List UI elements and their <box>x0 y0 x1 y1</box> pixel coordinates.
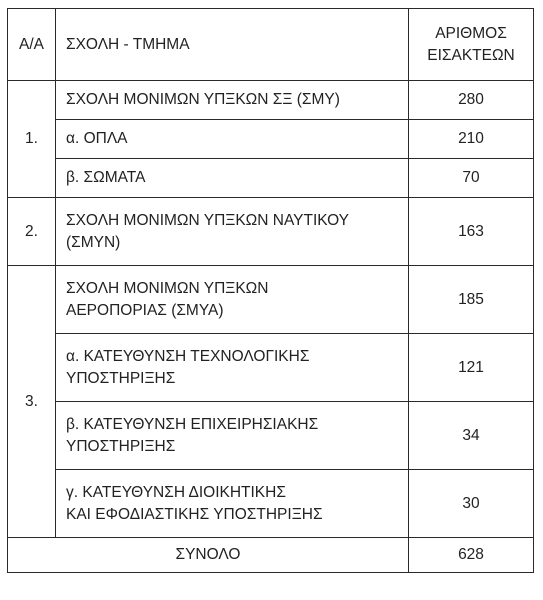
school-name-line1: β. ΚΑΤΕΥΘΥΝΣΗ ΕΠΙΧΕΙΡΗΣΙΑΚΗΣ <box>66 415 319 433</box>
table-row <box>8 402 534 470</box>
school-name-line2: (ΣΜΥΝ) <box>66 233 121 251</box>
group-number: 3. <box>8 266 56 538</box>
school-name <box>56 402 409 470</box>
table-row <box>8 266 534 334</box>
table-row <box>8 120 534 159</box>
header-num: Α/Α <box>8 9 56 81</box>
school-name: ΣΧΟΛΗ ΜΟΝΙΜΩΝ ΥΠΞΚΩΝ ΣΞ (ΣΜΥ) <box>56 81 409 120</box>
school-name-line2: ΚΑΙ ΕΦΟΔΙΑΣΤΙΚΗΣ ΥΠΟΣΤΗΡΙΞΗΣ <box>66 505 323 523</box>
table-row <box>8 81 534 120</box>
header-count-line1: ΑΡΙΘΜΟΣ <box>435 24 507 42</box>
admissions-count: 121 <box>409 334 534 402</box>
total-row <box>8 538 534 573</box>
admissions-count: 70 <box>409 159 534 198</box>
admissions-count: 34 <box>409 402 534 470</box>
school-name <box>56 334 409 402</box>
admissions-count: 30 <box>409 470 534 538</box>
group-number: 2. <box>8 198 56 266</box>
school-name-line2: ΥΠΟΣΤΗΡΙΞΗΣ <box>66 369 176 387</box>
admissions-count: 280 <box>409 81 534 120</box>
total-label: ΣΥΝΟΛΟ <box>8 538 409 573</box>
table-row <box>8 159 534 198</box>
school-name-line2: ΥΠΟΣΤΗΡΙΞΗΣ <box>66 437 176 455</box>
school-name-line1: γ. ΚΑΤΕΥΘΥΝΣΗ ΔΙΟΙΚΗΤΙΚΗΣ <box>66 483 286 501</box>
header-row <box>8 9 534 81</box>
table-row <box>8 334 534 402</box>
school-name-line1: ΣΧΟΛΗ ΜΟΝΙΜΩΝ ΥΠΞΚΩΝ <box>66 279 269 297</box>
school-name-line1: α. ΚΑΤΕΥΘΥΝΣΗ ΤΕΧΝΟΛΟΓΙΚΗΣ <box>66 347 310 365</box>
admissions-count: 185 <box>409 266 534 334</box>
school-name: β. ΣΩΜΑΤΑ <box>56 159 409 198</box>
total-count: 628 <box>409 538 534 573</box>
school-name-line2: ΑΕΡΟΠΟΡΙΑΣ (ΣΜΥΑ) <box>66 301 224 319</box>
admissions-count: 210 <box>409 120 534 159</box>
table-row <box>8 470 534 538</box>
school-name: α. ΟΠΛΑ <box>56 120 409 159</box>
school-name-line1: ΣΧΟΛΗ ΜΟΝΙΜΩΝ ΥΠΞΚΩΝ ΝΑΥΤΙΚΟΥ <box>66 211 350 229</box>
header-count-line2: ΕΙΣΑΚΤΕΩΝ <box>427 46 515 64</box>
school-name <box>56 266 409 334</box>
header-count <box>409 9 534 81</box>
school-name <box>56 198 409 266</box>
admissions-table <box>7 8 534 573</box>
admissions-count: 163 <box>409 198 534 266</box>
table-row <box>8 198 534 266</box>
school-name <box>56 470 409 538</box>
group-number: 1. <box>8 81 56 198</box>
header-school: ΣΧΟΛΗ - ΤΜΗΜΑ <box>56 9 409 81</box>
